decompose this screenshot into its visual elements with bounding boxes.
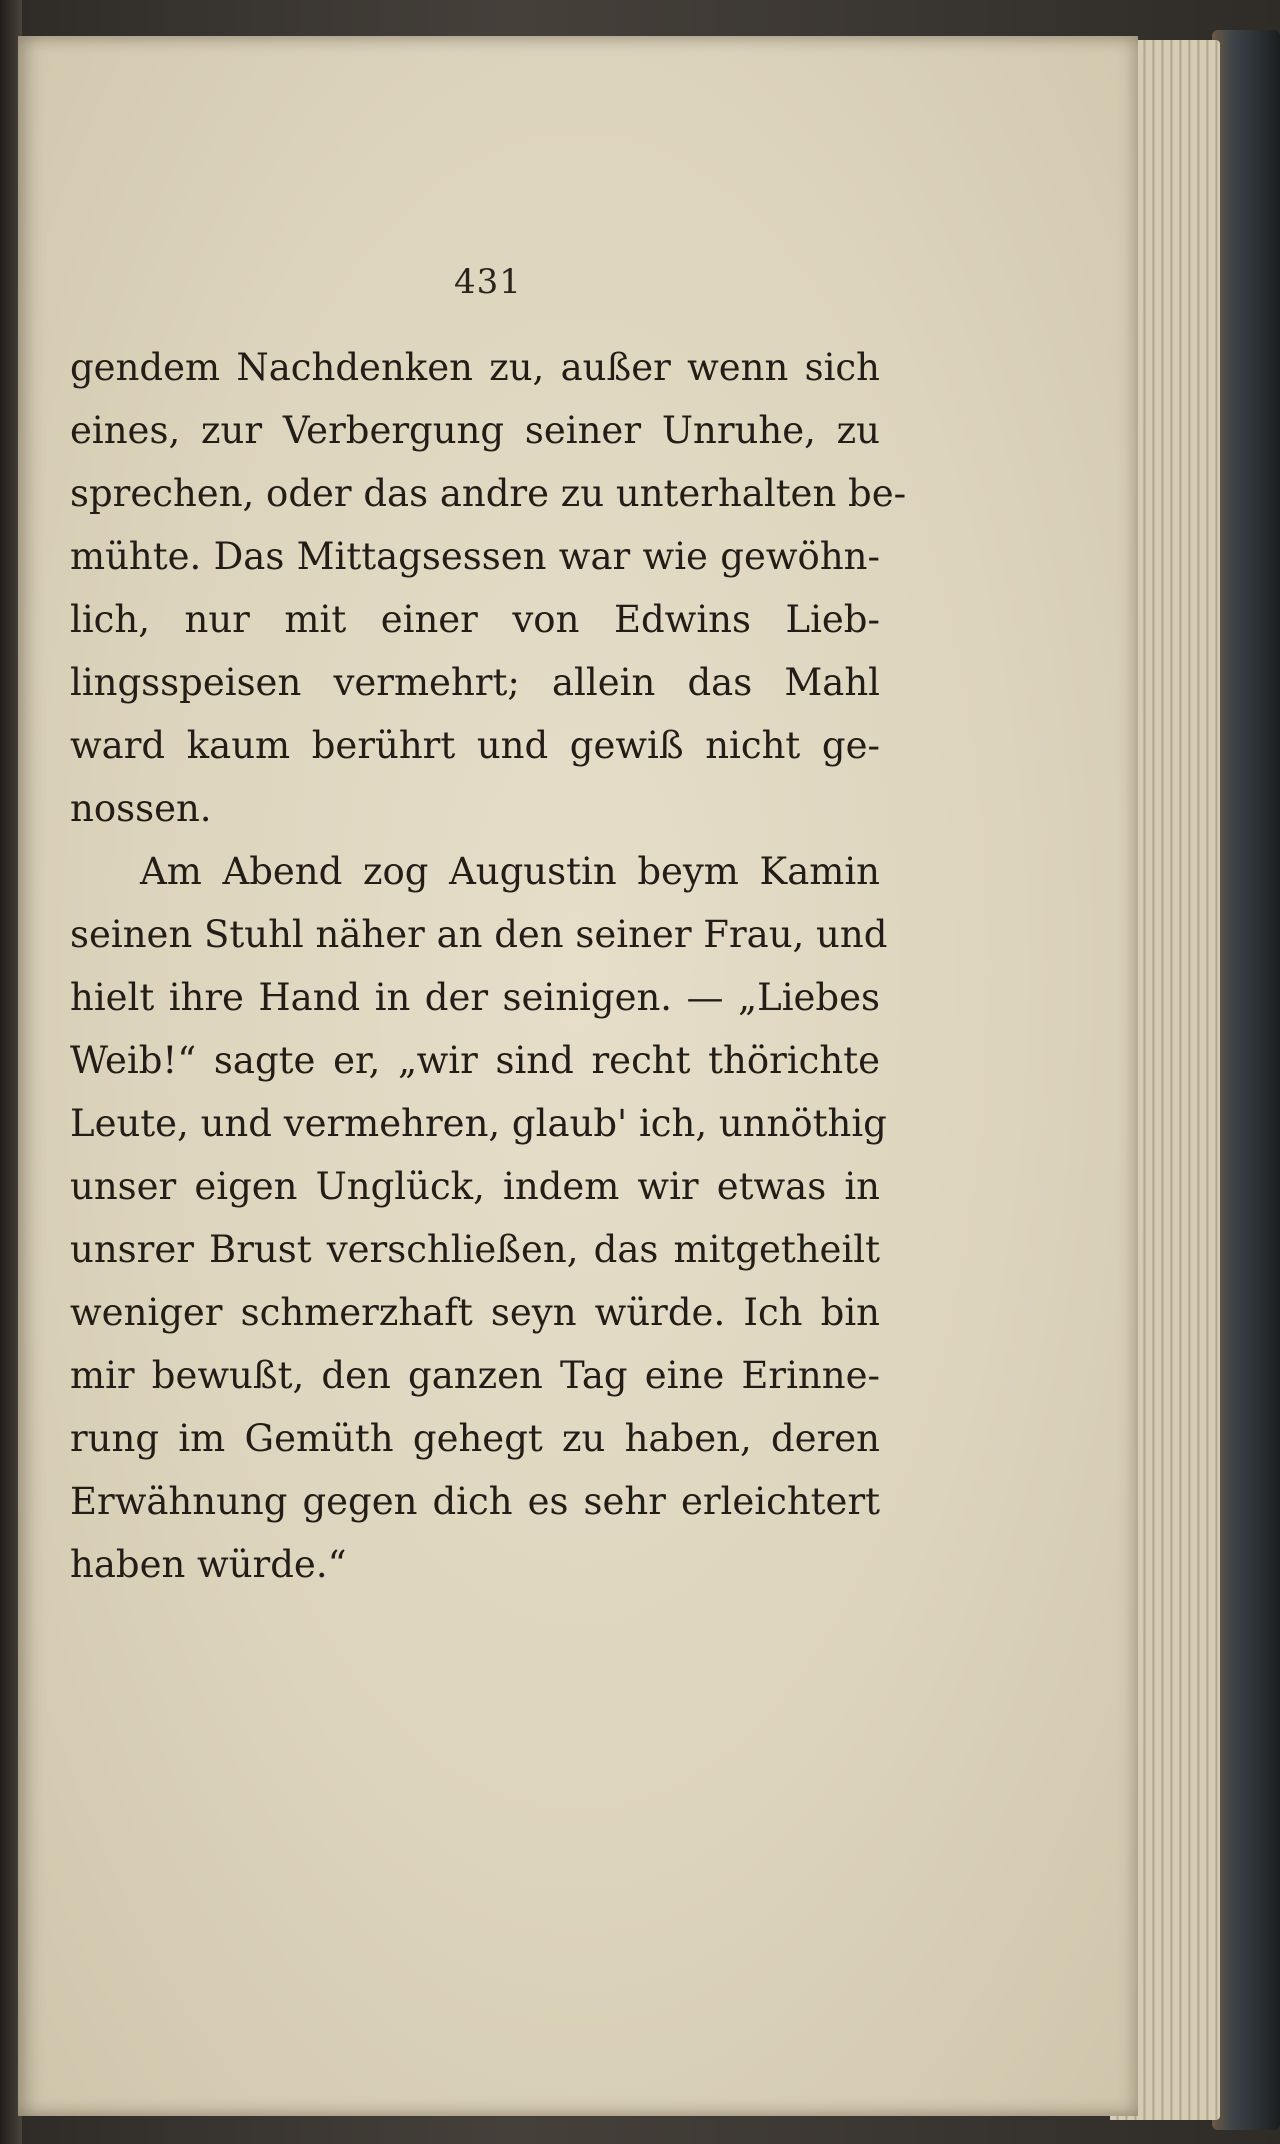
text-line: weniger schmerzhaft seyn würde. Ich bin	[70, 1291, 880, 1334]
text-line: lich, nur mit einer von Edwins Lieb-	[70, 598, 880, 641]
text-line: mir bewußt, den ganzen Tag eine Erinne-	[70, 1354, 880, 1397]
paragraph-2	[70, 840, 888, 1596]
text-line: Am Abend zog Augustin beym Kamin	[140, 850, 880, 893]
text-line: haben würde.“	[70, 1543, 347, 1586]
text-line: mühte. Das Mittagsessen war wie gewöhn-	[70, 535, 880, 578]
text-line: Erwähnung gegen dich es sehr erleichtert	[70, 1480, 880, 1523]
page-text	[70, 336, 907, 1596]
text-line: seinen Stuhl näher an den seiner Frau, und	[70, 913, 888, 956]
text-line: unsrer Brust verschließen, das mitgetheilt	[70, 1228, 880, 1271]
text-line: gendem Nachdenken zu, außer wenn sich	[70, 346, 880, 389]
text-line: sprechen, oder das andre zu unterhalten be-	[70, 472, 907, 515]
text-line: Leute, und vermehren, glaub' ich, unnöthig	[70, 1102, 887, 1145]
paragraph-1	[70, 336, 907, 840]
text-line: hielt ihre Hand in der seinigen. — „Liebes	[70, 976, 880, 1019]
text-line: eines, zur Verbergung seiner Unruhe, zu	[70, 409, 880, 452]
text-line: nossen.	[70, 787, 212, 830]
text-line: unser eigen Unglück, indem wir etwas in	[70, 1165, 880, 1208]
page-number: 431	[454, 262, 522, 302]
text-line: Weib!“ sagte er, „wir sind recht thörichte	[70, 1039, 880, 1082]
book-page	[18, 36, 1138, 2116]
text-line: rung im Gemüth gehegt zu haben, deren	[70, 1417, 880, 1460]
text-line: ward kaum berührt und gewiß nicht ge-	[70, 724, 880, 767]
book-cover-edge	[1212, 30, 1280, 2130]
text-line: lingsspeisen vermehrt; allein das Mahl	[70, 661, 880, 704]
